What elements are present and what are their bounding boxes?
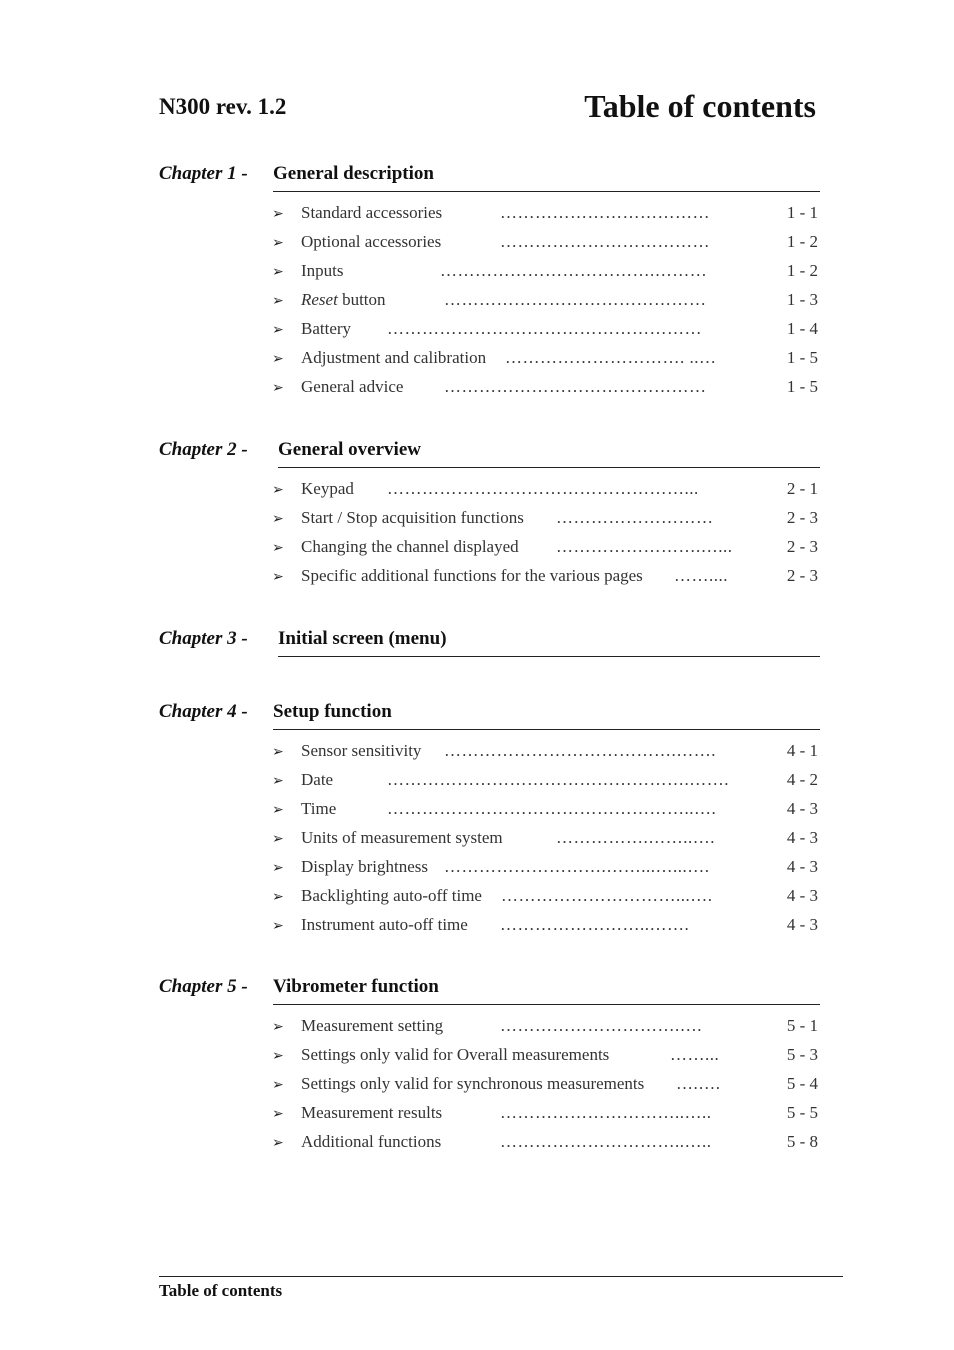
arrow-bullet-icon: ➢: [272, 919, 284, 934]
arrow-bullet-icon: ➢: [272, 774, 284, 789]
arrow-bullet-icon: ➢: [272, 207, 284, 222]
toc-entry[interactable]: ➢ Standard accessories ……………………………… 1 - 1: [272, 203, 818, 222]
arrow-bullet-icon: ➢: [272, 323, 284, 338]
chapter-entries: [159, 479, 820, 595]
toc-entry[interactable]: ➢ Settings only valid for synchronous measurements ….…. 5 - 4: [272, 1074, 818, 1093]
page-number: 1 - 2: [786, 261, 818, 280]
toc-entry[interactable]: ➢ Specific additional functions for the various pages …….... 2 - 3: [272, 566, 818, 585]
entry-label: Sensor sensitivity: [301, 741, 422, 760]
toc-entry[interactable]: ➢ Changing the channel displayed …………………….…... 2 - 3: [272, 537, 818, 556]
toc-entry[interactable]: ➢ Optional accessories ……………………………… 1 - 2: [272, 232, 818, 251]
entry-label: Optional accessories: [301, 232, 442, 251]
page-number: 2 - 3: [786, 508, 818, 527]
page-number: 5 - 1: [786, 1016, 818, 1035]
arrow-bullet-icon: ➢: [272, 236, 284, 251]
arrow-bullet-icon: ➢: [272, 483, 284, 498]
entry-label-emphasis: Reset: [301, 290, 338, 309]
chapter-number: Chapter 1 -: [159, 163, 248, 184]
chapter-divider: [273, 1004, 820, 1005]
arrow-bullet-icon: ➢: [272, 832, 284, 847]
arrow-bullet-icon: ➢: [272, 570, 284, 585]
entry-label: [301, 290, 386, 310]
entry-label: Start / Stop acquisition functions: [301, 508, 524, 527]
chapter-heading: [159, 628, 820, 658]
page-number: 1 - 5: [786, 348, 818, 367]
toc-entry[interactable]: ➢ Date …………………………………………….……. 4 - 2: [272, 770, 818, 789]
arrow-bullet-icon: ➢: [272, 512, 284, 527]
page-number: 5 - 4: [786, 1074, 818, 1093]
chapter-heading: [159, 701, 820, 731]
toc-entry[interactable]: ➢ Display brightness ……………………….……...…...…. 4 - 3: [272, 857, 818, 876]
toc-entry[interactable]: ➢ Reset button ……………………………………… 1 - 3: [272, 290, 818, 309]
page-number: 2 - 1: [786, 479, 818, 498]
chapter-number: Chapter 2 -: [159, 439, 248, 460]
entry-label-rest: button: [337, 290, 386, 309]
chapter-entries: [159, 1016, 820, 1161]
arrow-bullet-icon: ➢: [272, 1078, 284, 1093]
chapter-title: Vibrometer function: [273, 976, 439, 997]
doc-id: N300 rev. 1.2: [159, 94, 287, 119]
entry-label: Settings only valid for Overall measurements: [301, 1045, 610, 1064]
chapter-title: General overview: [278, 439, 421, 460]
entry-label: Display brightness: [301, 857, 429, 876]
chapter-1: [159, 163, 820, 396]
chapter-divider: [278, 656, 820, 657]
chapter-5: [159, 976, 820, 1151]
entry-label: Settings only valid for synchronous measurements: [301, 1074, 645, 1093]
entry-label: Adjustment and calibration: [301, 348, 487, 367]
chapter-number: Chapter 4 -: [159, 701, 248, 722]
page-number: 4 - 3: [786, 915, 818, 934]
chapter-entries: [159, 203, 820, 406]
footer-divider: [159, 1276, 843, 1277]
arrow-bullet-icon: ➢: [272, 381, 284, 396]
toc-entry[interactable]: ➢ Sensor sensitivity ………………………………….……. 4 - 1: [272, 741, 818, 760]
arrow-bullet-icon: ➢: [272, 1049, 284, 1064]
toc-entry[interactable]: ➢ Battery ……………………………………………… 1 - 4: [272, 319, 818, 338]
page-number: 4 - 3: [786, 799, 818, 818]
entry-label: Instrument auto-off time: [301, 915, 468, 934]
page-number: 1 - 3: [786, 290, 818, 309]
arrow-bullet-icon: ➢: [272, 1107, 284, 1122]
footer-title: Table of contents: [159, 1281, 283, 1300]
chapter-divider: [273, 191, 820, 192]
page-number: 1 - 4: [786, 319, 818, 338]
chapter-divider: [273, 729, 820, 730]
chapter-number: Chapter 5 -: [159, 976, 248, 997]
chapter-title: Initial screen (menu): [278, 628, 447, 649]
page-number: 1 - 2: [786, 232, 818, 251]
page-number: 4 - 3: [786, 857, 818, 876]
chapter-heading: [159, 439, 820, 469]
arrow-bullet-icon: ➢: [272, 861, 284, 876]
toc-entry[interactable]: ➢ Adjustment and calibration …………………………. ..… 1 - 5: [272, 348, 818, 367]
toc-entry[interactable]: ➢ Keypad ……………………………………………... 2 - 1: [272, 479, 818, 498]
chapter-2: [159, 439, 820, 585]
entry-label: Changing the channel displayed: [301, 537, 519, 556]
arrow-bullet-icon: ➢: [272, 1020, 284, 1035]
page-number: 1 - 1: [786, 203, 818, 222]
arrow-bullet-icon: ➢: [272, 745, 284, 760]
toc-entry[interactable]: ➢ Measurement setting ………………………….…. 5 - 1: [272, 1016, 818, 1035]
arrow-bullet-icon: ➢: [272, 541, 284, 556]
page-title: Table of contents: [584, 88, 816, 124]
toc-entry[interactable]: ➢ Backlighting auto-off time …………………………...…. 4 - 3: [272, 886, 818, 905]
entry-label: Standard accessories: [301, 203, 443, 222]
page-number: 2 - 3: [786, 566, 818, 585]
entry-label: Measurement setting: [301, 1016, 444, 1035]
toc-entry[interactable]: ➢ General advice ……………………………………… 1 - 5: [272, 377, 818, 396]
page-number: 4 - 3: [786, 828, 818, 847]
toc-entry[interactable]: ➢ Units of measurement system …………….……..…. 4 - 3: [272, 828, 818, 847]
entry-label: Date: [301, 770, 334, 789]
toc-entry[interactable]: ➢ Start / Stop acquisition functions ……………………… 2 - 3: [272, 508, 818, 527]
page-number: 2 - 3: [786, 537, 818, 556]
entry-label: Battery: [301, 319, 352, 338]
entry-label: General advice: [301, 377, 404, 396]
arrow-bullet-icon: ➢: [272, 265, 284, 280]
toc-entry[interactable]: ➢ Inputs ……………………………….……… 1 - 2: [272, 261, 818, 280]
entry-label: Specific additional functions for the various pages: [301, 566, 643, 585]
entry-label: Keypad: [301, 479, 354, 498]
chapter-heading: [159, 976, 820, 1006]
chapter-number: Chapter 3 -: [159, 628, 248, 649]
entry-label: Backlighting auto-off time: [301, 886, 482, 905]
page-number: 4 - 1: [786, 741, 818, 760]
chapter-entries: [159, 741, 820, 944]
entry-label: Inputs: [301, 261, 344, 280]
arrow-bullet-icon: ➢: [272, 352, 284, 367]
page-number: 4 - 3: [786, 886, 818, 905]
entry-label: Measurement results: [301, 1103, 443, 1122]
chapter-4: [159, 701, 820, 934]
toc-entry[interactable]: ➢ Settings only valid for Overall measurements ……... 5 - 3: [272, 1045, 818, 1064]
toc-entry[interactable]: ➢ Additional functions …………………………..….. 5 - 8: [272, 1132, 818, 1151]
page-number: 5 - 5: [786, 1103, 818, 1122]
chapter-heading: [159, 163, 820, 193]
page-number: 4 - 2: [786, 770, 818, 789]
arrow-bullet-icon: ➢: [272, 294, 284, 309]
toc-entry[interactable]: ➢ Instrument auto-off time ……………………..……. 4 - 3: [272, 915, 818, 934]
page-number: 5 - 8: [786, 1132, 818, 1151]
chapter-3: [159, 628, 820, 658]
entry-label: Units of measurement system: [301, 828, 503, 847]
page-number: 1 - 5: [786, 377, 818, 396]
entry-label: Time: [301, 799, 337, 818]
arrow-bullet-icon: ➢: [272, 890, 284, 905]
chapter-divider: [278, 467, 820, 468]
entry-label: Additional functions: [301, 1132, 442, 1151]
arrow-bullet-icon: ➢: [272, 803, 284, 818]
chapter-title: General description: [273, 163, 434, 184]
arrow-bullet-icon: ➢: [272, 1136, 284, 1151]
page-number: 5 - 3: [786, 1045, 818, 1064]
toc-entry[interactable]: ➢ Measurement results …………………………..….. 5 - 5: [272, 1103, 818, 1122]
chapter-title: Setup function: [273, 701, 392, 722]
toc-entry[interactable]: ➢ Time ……………………………………………..…. 4 - 3: [272, 799, 818, 818]
